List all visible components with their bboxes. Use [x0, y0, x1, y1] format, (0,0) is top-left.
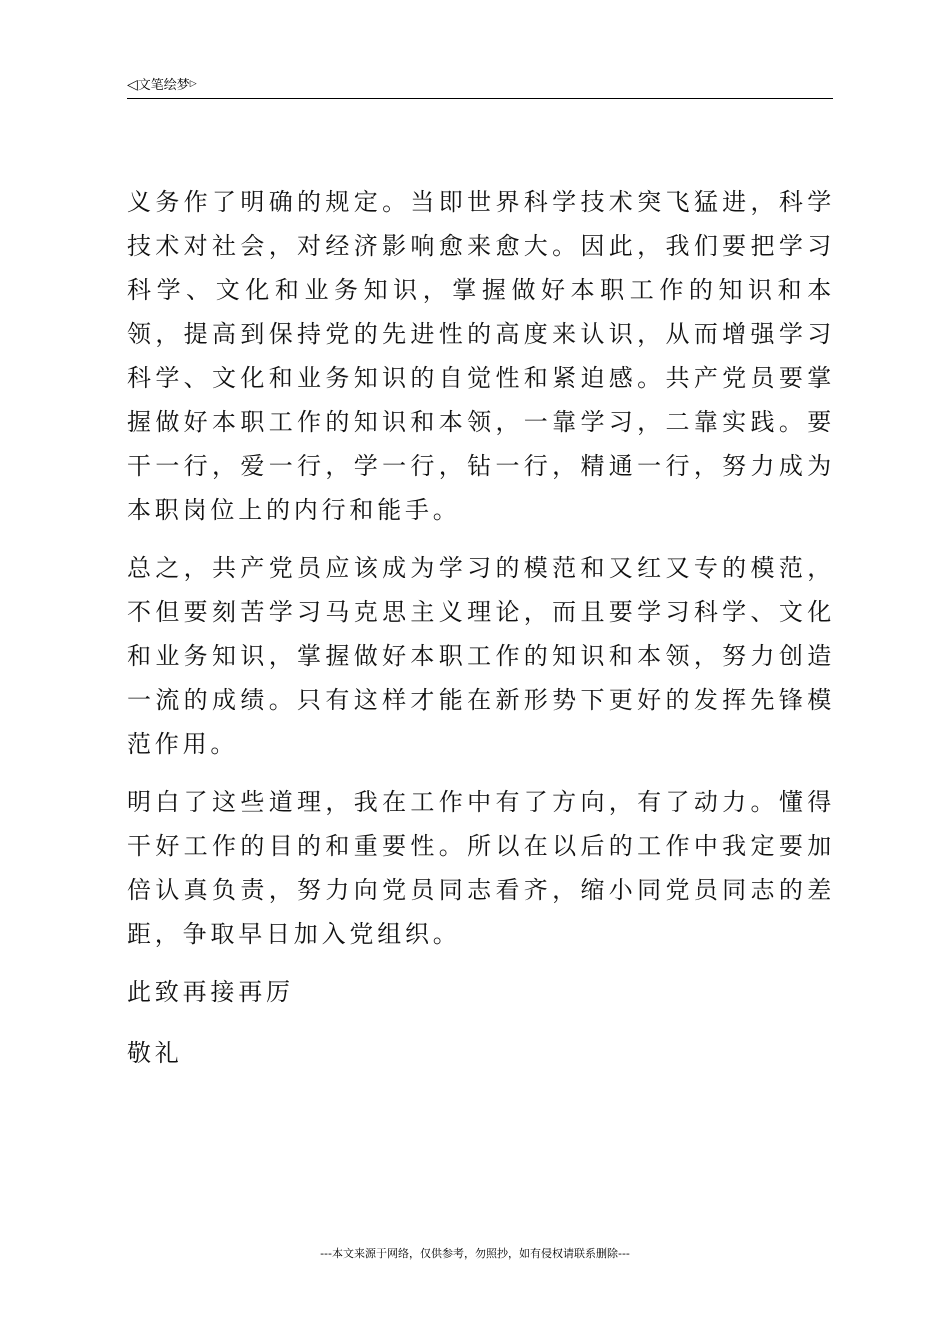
right-triangle-icon: ▷ [189, 79, 197, 89]
header-title [127, 76, 197, 94]
header-title-text: 文笔绘梦 [137, 78, 190, 93]
page-header [127, 74, 833, 99]
closing-line-1: 此致再接再厉 [127, 978, 294, 1006]
paragraph-1: 义务作了明确的规定。当即世界科学技术突飞猛进，科学技术对社会，对经济影响愈来愈大。因此，我们要把学习科学、文化和业务知识，掌握做好本职工作的知识和本领，提高到保持党的先进性的高度来认识，从而增强学习科学、文化和业务知识的自觉性和紧迫感。共产党员要掌握做好本职工作的知识和本领，一靠学习，二靠实践。要干一行，爱一行，学一行，钻一行，精通一行，努力成为本职岗位上的内行和能手。 [127, 188, 835, 524]
document-body [127, 180, 835, 1092]
paragraph-3: 明白了这些道理，我在工作中有了方向，有了动力。懂得干好工作的目的和重要性。所以在以后的工作中我定要加倍认真负责，努力向党员同志看齐，缩小同党员同志的差距，争取早日加入党组织。 [127, 788, 835, 948]
closing-line-2: 敬礼 [127, 1039, 183, 1067]
left-triangle-icon: ◁ [127, 77, 138, 93]
page-footer: ---本文来源于网络，仅供参考，勿照抄，如有侵权请联系删除--- [320, 1247, 630, 1260]
paragraph-2: 总之，共产党员应该成为学习的模范和又红又专的模范，不但要刻苦学习马克思主义理论，而且要学习科学、文化和业务知识，掌握做好本职工作的知识和本领，努力创造一流的成绩。只有这样才能在新形势下更好的发挥先锋模范作用。 [127, 554, 835, 758]
